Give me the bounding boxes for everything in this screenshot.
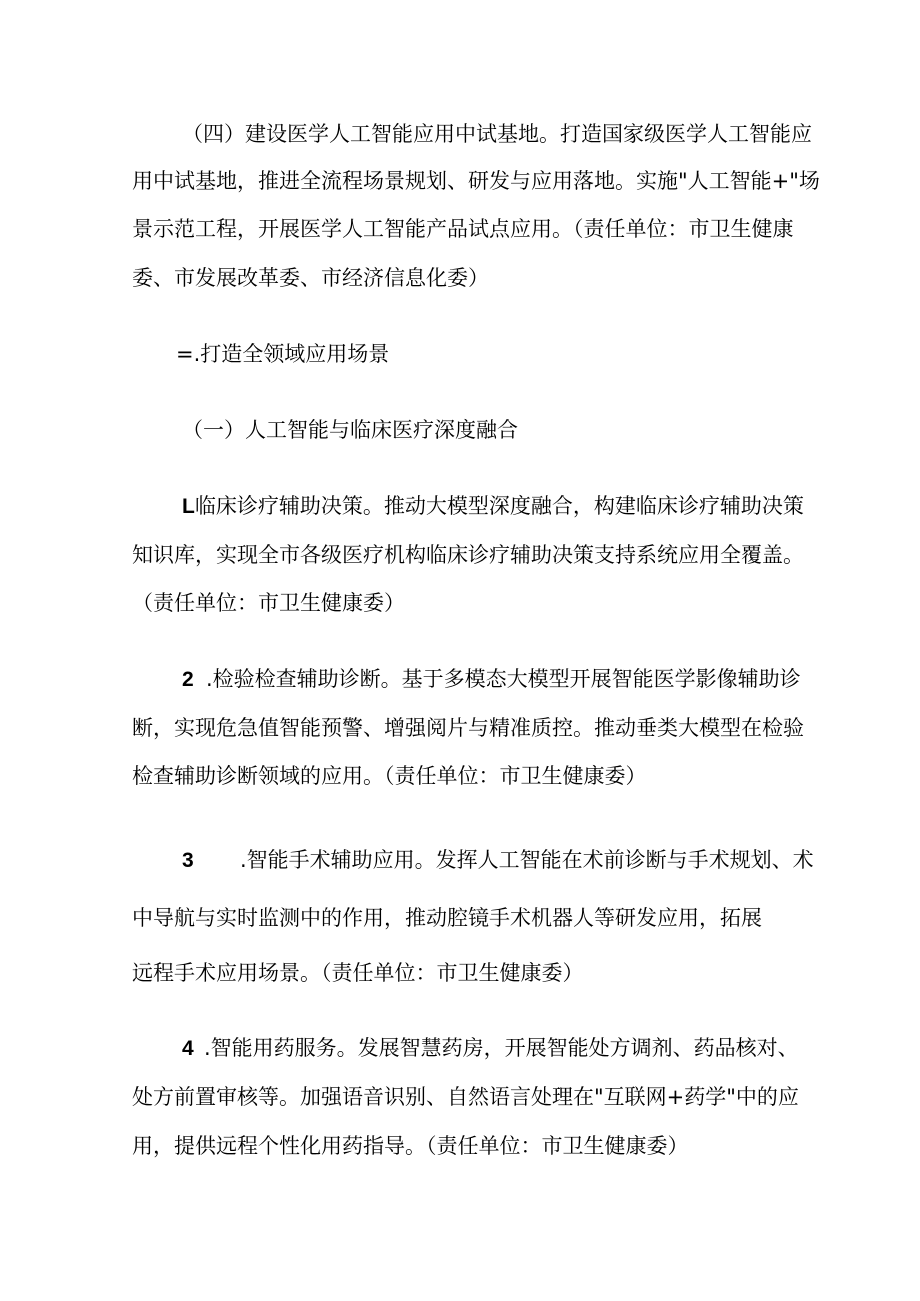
item1-text-1: 临床诊疗辅助决策。推动大模型深度融合，构建临床诊疗辅助决策: [194, 494, 804, 518]
section4-line-4: 委、市发展改革委、市经济信息化委）: [132, 266, 489, 290]
section4-line-1: （四）建设医学人工智能应用中试基地。打造国家级医学人工智能应: [182, 122, 812, 146]
item2-line-1: [182, 664, 801, 694]
item4-number: 4: [182, 1037, 194, 1060]
item2-line-3: 检查辅助诊断领域的应用。（责任单位：市卫生健康委）: [132, 764, 647, 788]
subsection-heading: （一）人工智能与临床医疗深度融合: [182, 418, 518, 442]
item1-line-2: 知识库，实现全市各级医疗机构临床诊疗辅助决策支持系统应用全覆盖。: [132, 543, 804, 567]
item4-line-2: 处方前置审核等。加强语音识别、自然语言处理在"互联网+药学"中的应: [132, 1085, 799, 1109]
part-heading: =.打造全领域应用场景: [176, 342, 390, 366]
item1-line-1: [182, 491, 804, 521]
item3-line-3: 远程手术应用场景。（责任单位：市卫生健康委）: [132, 961, 584, 985]
item4-text-1: .智能用药服务。发展智慧药房，开展智能处方调剂、药品核对、: [204, 1036, 799, 1060]
item1-number: L: [182, 495, 195, 518]
item3-number: 3: [182, 849, 194, 872]
section4-line-2: 用中试基地，推进全流程场景规划、研发与应用落地。实施"人工智能+"场: [132, 169, 820, 193]
item4-line-1: [182, 1033, 799, 1063]
item2-text-1: .检验检查辅助诊断。基于多模态大模型开展智能医学影像辅助诊: [206, 667, 801, 691]
item1-line-3: （责任单位：市卫生健康委）: [132, 591, 405, 615]
item3-line-1: [182, 845, 814, 875]
item2-number: 2: [182, 668, 194, 691]
item4-line-3: 用，提供远程个性化用药指导。（责任单位：市卫生健康委）: [132, 1134, 689, 1158]
item3-line-2: 中导航与实时监测中的作用，推动腔镜手术机器人等研发应用，拓展: [132, 906, 762, 930]
section4-line-3: 景示范工程，开展医学人工智能产品试点应用。（责任单位：市卫生健康: [132, 217, 794, 241]
item3-text-1: .智能手术辅助应用。发挥人工智能在术前诊断与手术规划、术: [240, 848, 814, 872]
item2-line-2: 断，实现危急值智能预警、增强阅片与精准质控。推动垂类大模型在检验: [132, 716, 804, 740]
